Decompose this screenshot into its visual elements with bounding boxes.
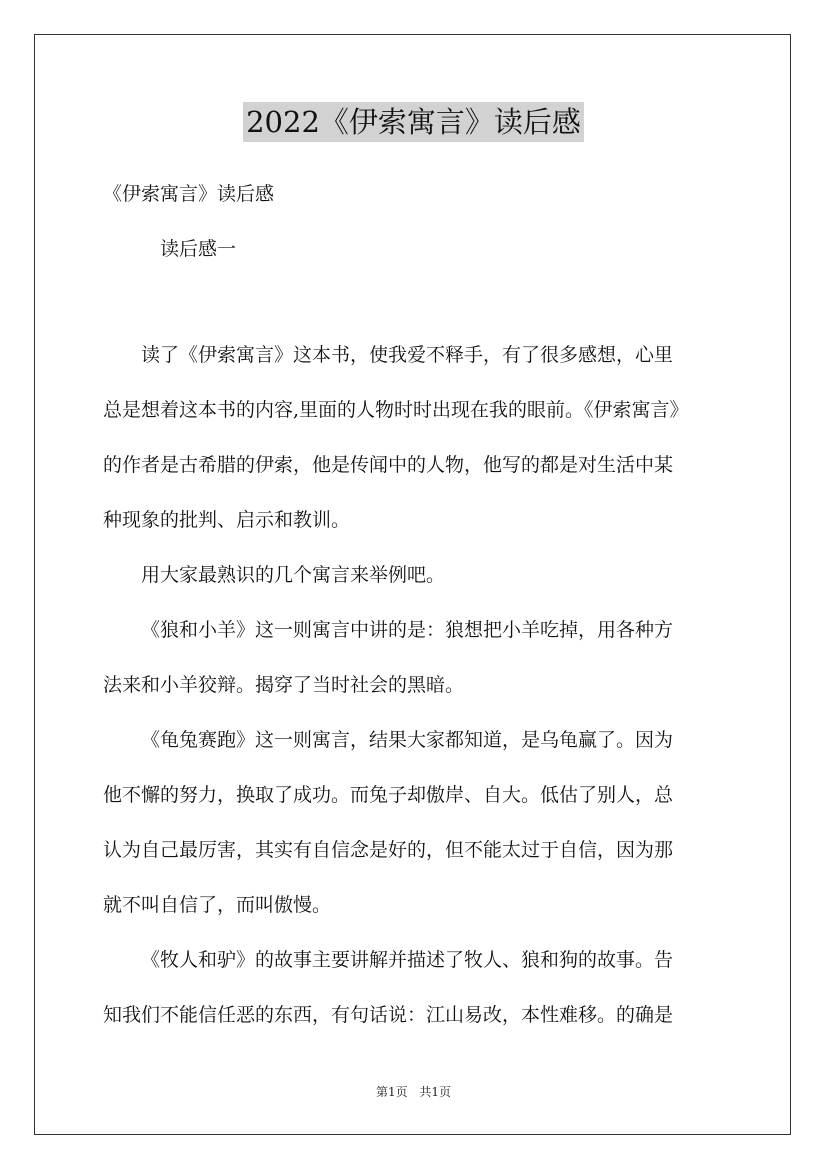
- page-number: 第1页: [375, 1085, 408, 1099]
- title-container: [0, 102, 827, 142]
- subtitle: 《伊索寓言》读后感: [103, 183, 275, 205]
- body-line: 读了《伊索寓言》这本书，使我爱不释手，有了很多感想，心里: [141, 344, 674, 366]
- body-line: 《牧人和驴》的故事主要讲解并描述了牧人、狼和狗的故事。告: [141, 949, 674, 971]
- body-line: 他不懈的努力，换取了成功。而兔子却傲岸、自大。低估了别人，总: [103, 784, 674, 806]
- body-line: 《狼和小羊》这一则寓言中讲的是：狼想把小羊吃掉，用各种方: [141, 619, 674, 641]
- body-line: 总是想着这本书的内容,里面的人物时时出现在我的眼前。《伊索寓言》: [103, 399, 689, 421]
- body-line: 知我们不能信任恶的东西，有句话说：江山易改，本性难移。的确是: [103, 1004, 674, 1026]
- body-line: 认为自己最厉害，其实有自信念是好的，但不能太过于自信，因为那: [103, 839, 674, 861]
- body-line: 法来和小羊狡辩。揭穿了当时社会的黑暗。: [103, 674, 465, 696]
- body-line: 就不叫自信了，而叫傲慢。: [103, 894, 332, 916]
- body-line: 《龟兔赛跑》这一则寓言，结果大家都知道，是乌龟赢了。因为: [141, 729, 674, 751]
- page-total: 共1页: [419, 1085, 452, 1099]
- page-footer: [0, 1084, 827, 1100]
- body-line: 的作者是古希腊的伊索，他是传闻中的人物，他写的都是对生活中某: [103, 454, 674, 476]
- document-title: 2022《伊索寓言》读后感: [243, 102, 584, 142]
- section-heading: 读后感一: [160, 238, 237, 260]
- body-line: 种现象的批判、启示和教训。: [103, 509, 351, 531]
- body-line: 用大家最熟识的几个寓言来举例吧。: [141, 564, 446, 586]
